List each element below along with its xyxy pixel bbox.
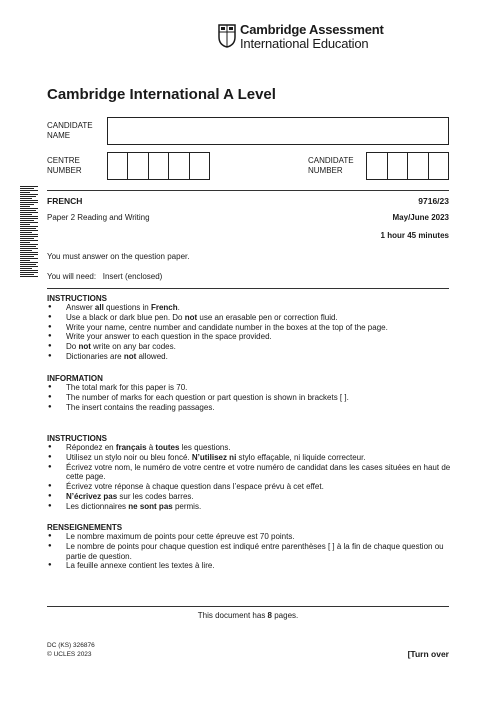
list-item: ● Écrivez votre nom, le numéro de votre centre et votre numéro de candidat dans les cases situées en haut de cette page. [47, 463, 452, 483]
list-item: ● The insert contains the reading passages. [47, 403, 452, 413]
turn-over: [Turn over [407, 649, 449, 659]
list-item: ● N’écrivez pas sur les codes barres. [47, 492, 452, 502]
list-item: ● Le nombre de points pour chaque question est indiqué entre parenthèses [ ] à la fin de chaque question ou partie de question. [47, 542, 452, 562]
section-heading: RENSEIGNEMENTS [47, 523, 123, 532]
list-item: ● Le nombre maximum de points pour cette épreuve est 70 points. [47, 532, 452, 542]
section-heading: INFORMATION [47, 374, 103, 383]
list-item: ● Answer all questions in French. [47, 303, 452, 313]
candidate-number-field[interactable] [366, 152, 449, 180]
page-count: This document has 8 pages. [197, 611, 299, 620]
candidate-name-label: CANDIDATE NAME [47, 121, 93, 140]
logo-line-2: International Education [240, 36, 369, 51]
list-item: ● La feuille annexe contient les textes à lire. [47, 561, 452, 571]
instructions-fr-section [47, 434, 452, 512]
document-code: DC (KS) 326876 [47, 642, 95, 649]
candidate-name-field[interactable] [107, 117, 449, 145]
list-item: ● Use a black or dark blue pen. Do not use an erasable pen or correction fluid. [47, 313, 452, 323]
list-item: ● Écrivez votre réponse à chaque question dans l’espace prévu à cet effet. [47, 482, 452, 492]
section-heading: INSTRUCTIONS [47, 434, 107, 443]
materials-value: Insert (enclosed) [102, 272, 163, 281]
list-item: ● Dictionaries are not allowed. [47, 352, 452, 362]
subject: FRENCH [47, 196, 83, 206]
exam-session: May/June 2023 [392, 213, 449, 222]
copyright: © UCLES 2023 [47, 651, 92, 658]
information-en-section [47, 374, 452, 412]
list-item: ● Do not write on any bar codes. [47, 342, 452, 352]
list-item: ● Write your name, centre number and candidate number in the boxes at the top of the page. [47, 323, 452, 333]
shield-icon [218, 24, 236, 48]
centre-number-field[interactable] [107, 152, 210, 180]
divider [47, 606, 449, 607]
divider [47, 288, 449, 289]
renseignements-section [47, 523, 452, 571]
candidate-number-label: CANDIDATE NUMBER [308, 156, 354, 175]
list-item: ● The number of marks for each question or part question is shown in brackets [ ]. [47, 393, 452, 403]
centre-number-label: CENTRE NUMBER [47, 156, 82, 175]
cambridge-logo [218, 22, 384, 52]
logo-line-1: Cambridge Assessment [240, 22, 384, 37]
materials-needed [47, 272, 162, 281]
list-item: ● Les dictionnaires ne sont pas permis. [47, 502, 452, 512]
materials-label: You will need: [47, 272, 97, 281]
answer-note: You must answer on the question paper. [47, 252, 190, 261]
barcode [20, 186, 40, 282]
instructions-en-section [47, 294, 452, 362]
page-title: Cambridge International A Level [47, 86, 276, 103]
paper-title: Paper 2 Reading and Writing [47, 213, 150, 222]
list-item: ● Write your answer to each question in the space provided. [47, 332, 452, 342]
section-heading: INSTRUCTIONS [47, 294, 107, 303]
list-item: ● Répondez en français à toutes les questions. [47, 443, 452, 453]
list-item: ● Utilisez un stylo noir ou bleu foncé. N’utilisez ni stylo effaçable, ni liquide correcteur. [47, 453, 452, 463]
exam-duration: 1 hour 45 minutes [380, 231, 449, 240]
paper-code: 9716/23 [418, 196, 449, 206]
list-item: ● The total mark for this paper is 70. [47, 383, 452, 393]
divider [47, 190, 449, 191]
